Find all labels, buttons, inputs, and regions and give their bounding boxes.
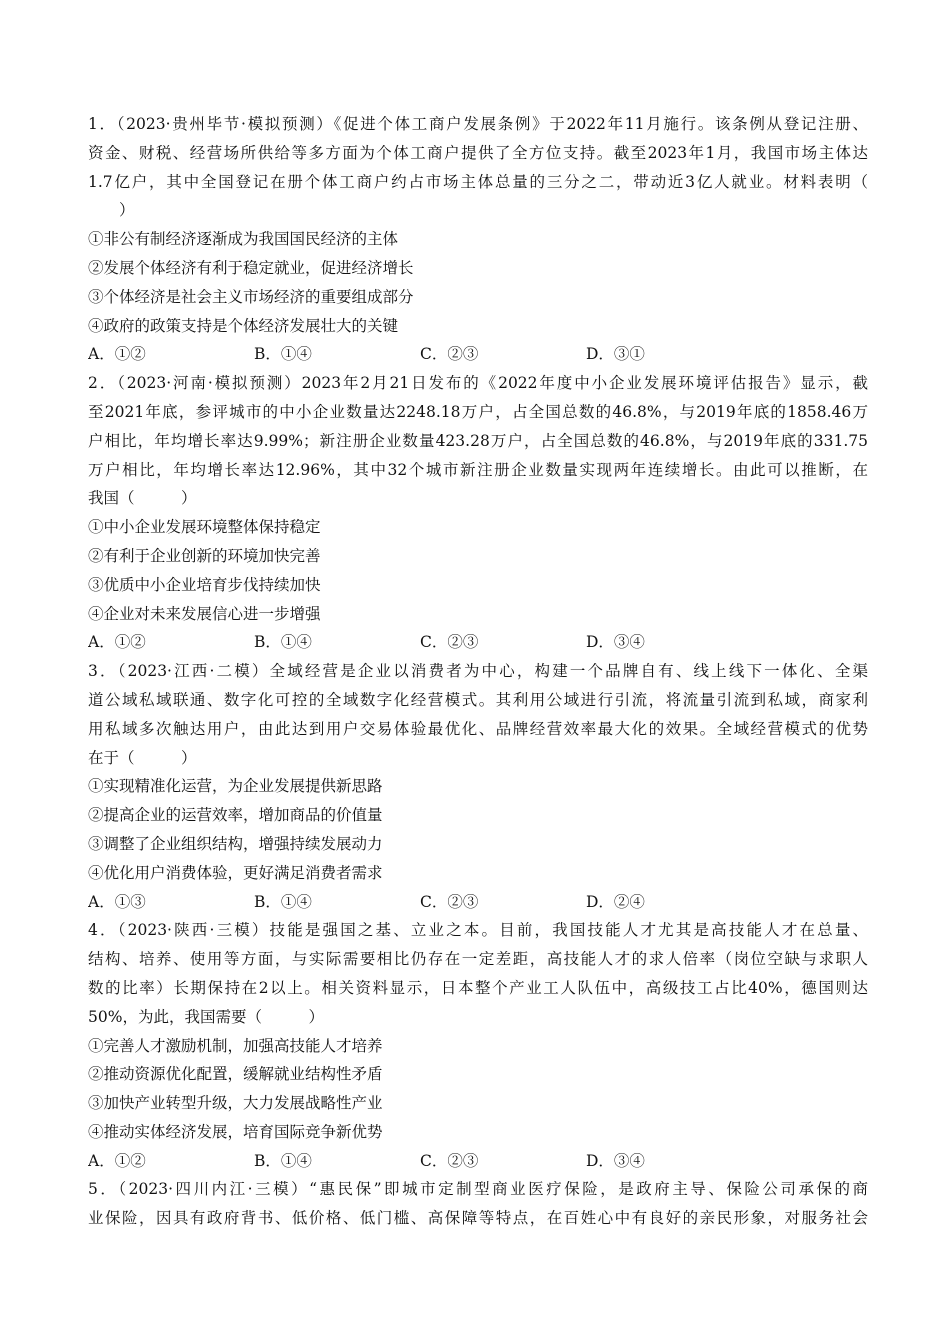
question-stem-line: 2．（2023·河南·模拟预测）2023年2月21日发布的《2022年度中小企业发展环境评估报告》显示，截	[88, 374, 868, 393]
question-stem-line: 在于（ ）	[88, 748, 197, 767]
option-c: C．②③	[420, 345, 479, 364]
question-3	[88, 657, 868, 916]
option-b: B．①④	[254, 1151, 312, 1170]
option-a: A．①②	[88, 345, 146, 364]
question-stem-line: 3．（2023·江西·二模）全域经营是企业以消费者为中心，构建一个品牌自有、线上线下一体化、全渠	[88, 662, 868, 681]
statement: ①中小企业发展环境整体保持稳定	[88, 518, 321, 537]
option-d: D．③④	[586, 1151, 645, 1170]
question-stem-line: 用私域多次触达用户，由此达到用户交易体验最优化、品牌经营效率最大化的效果。全域经营模式的优势	[88, 719, 868, 738]
statement: ③加快产业转型升级，大力发展战略性产业	[88, 1094, 383, 1113]
statement: ③调整了企业组织结构，增强持续发展动力	[88, 834, 383, 853]
question-list	[88, 110, 868, 1233]
question-1	[88, 110, 868, 369]
question-stem-line: 数的比率）长期保持在2以上。相关资料显示，日本整个产业工人队伍中，高级技工占比40%，德国则达	[88, 978, 868, 997]
question-stem-line: 道公域私域联通、数字化可控的全域数字化经营模式。其利用公域进行引流，将流量引流到私域，商家利	[88, 690, 868, 709]
answer-options	[88, 340, 868, 369]
question-stem-line: 业保险，因具有政府背书、低价格、低门槛、高保障等特点，在百姓心中有良好的亲民形象，对服务社会	[88, 1209, 868, 1228]
question-5	[88, 1175, 868, 1233]
statement: ④优化用户消费体验，更好满足消费者需求	[88, 863, 383, 882]
question-stem-line: 5．（2023·四川内江·三模）“惠民保”即城市定制型商业医疗保险，是政府主导、保险公司承保的商	[88, 1180, 868, 1199]
question-stem-line: 1．（2023·贵州毕节·模拟预测）《促进个体工商户发展条例》于2022年11月施行。该条例从登记注册、	[88, 115, 868, 133]
statement: ④推动实体经济发展，培育国际竞争新优势	[88, 1122, 383, 1141]
question-stem-line: 资金、财税、经营场所供给等多方面为个体工商户提供了全方位支持。截至2023年1月，我国市场主体达	[88, 143, 868, 162]
question-stem-line: 1.7亿户，其中全国登记在册个体工商户约占市场主体总量的三分之二，带动近3亿人就业。材料表明（	[88, 172, 868, 191]
option-a: A．①②	[88, 633, 146, 652]
statement: ②推动资源优化配置，缓解就业结构性矛盾	[88, 1065, 383, 1084]
question-stem-line: 结构、培养、使用等方面，与实际需要相比仍存在一定差距，高技能人才的求人倍率（岗位空缺与求职人	[88, 950, 868, 969]
statement: ③个体经济是社会主义市场经济的重要组成部分	[88, 287, 414, 306]
option-b: B．①④	[254, 892, 312, 911]
statement: ②提高企业的运营效率，增加商品的价值量	[88, 806, 383, 825]
option-a: A．①②	[88, 1151, 146, 1170]
statement: ①完善人才激励机制，加强高技能人才培养	[88, 1036, 383, 1055]
option-a: A．①③	[88, 892, 146, 911]
option-d: D．②④	[586, 892, 645, 911]
statement: ③优质中小企业培育步伐持续加快	[88, 575, 321, 594]
option-d: D．③①	[586, 345, 645, 364]
question-stem-line: 50%，为此，我国需要（ ）	[88, 1007, 324, 1026]
question-stem-line: 户相比，年均增长率达9.99%；新注册企业数量423.28万户，占全国总数的46.8%，与2019年底的331.75	[88, 431, 868, 450]
question-stem-line: ）	[88, 201, 135, 220]
statement: ④企业对未来发展信心进一步增强	[88, 604, 321, 623]
question-4	[88, 916, 868, 1175]
option-d: D．③④	[586, 633, 645, 652]
option-c: C．②③	[420, 633, 479, 652]
question-stem-line: 我国（ ）	[88, 489, 197, 508]
option-c: C．②③	[420, 892, 479, 911]
statement: ②有利于企业创新的环境加快完善	[88, 546, 321, 565]
answer-options	[88, 1147, 868, 1176]
question-stem-line: 4．（2023·陕西·三模）技能是强国之基、立业之本。目前，我国技能人才尤其是高技能人才在总量、	[88, 921, 868, 940]
question-stem-line: 万户相比，年均增长率达12.96%，其中32个城市新注册企业数量实现两年连续增长。由此可以推断，在	[88, 460, 868, 479]
statement: ①非公有制经济逐渐成为我国国民经济的主体	[88, 230, 399, 249]
question-stem-line: 至2021年底，参评城市的中小企业数量达2248.18万户，占全国总数的46.8%，与2019年底的1858.46万	[88, 402, 868, 421]
answer-options	[88, 888, 868, 917]
statement: ①实现精准化运营，为企业发展提供新思路	[88, 777, 383, 796]
option-b: B．①④	[254, 345, 312, 364]
statement: ④政府的政策支持是个体经济发展壮大的关键	[88, 316, 399, 335]
question-2	[88, 369, 868, 657]
answer-options	[88, 628, 868, 657]
option-b: B．①④	[254, 633, 312, 652]
option-c: C．②③	[420, 1151, 479, 1170]
statement: ②发展个体经济有利于稳定就业，促进经济增长	[88, 258, 414, 277]
